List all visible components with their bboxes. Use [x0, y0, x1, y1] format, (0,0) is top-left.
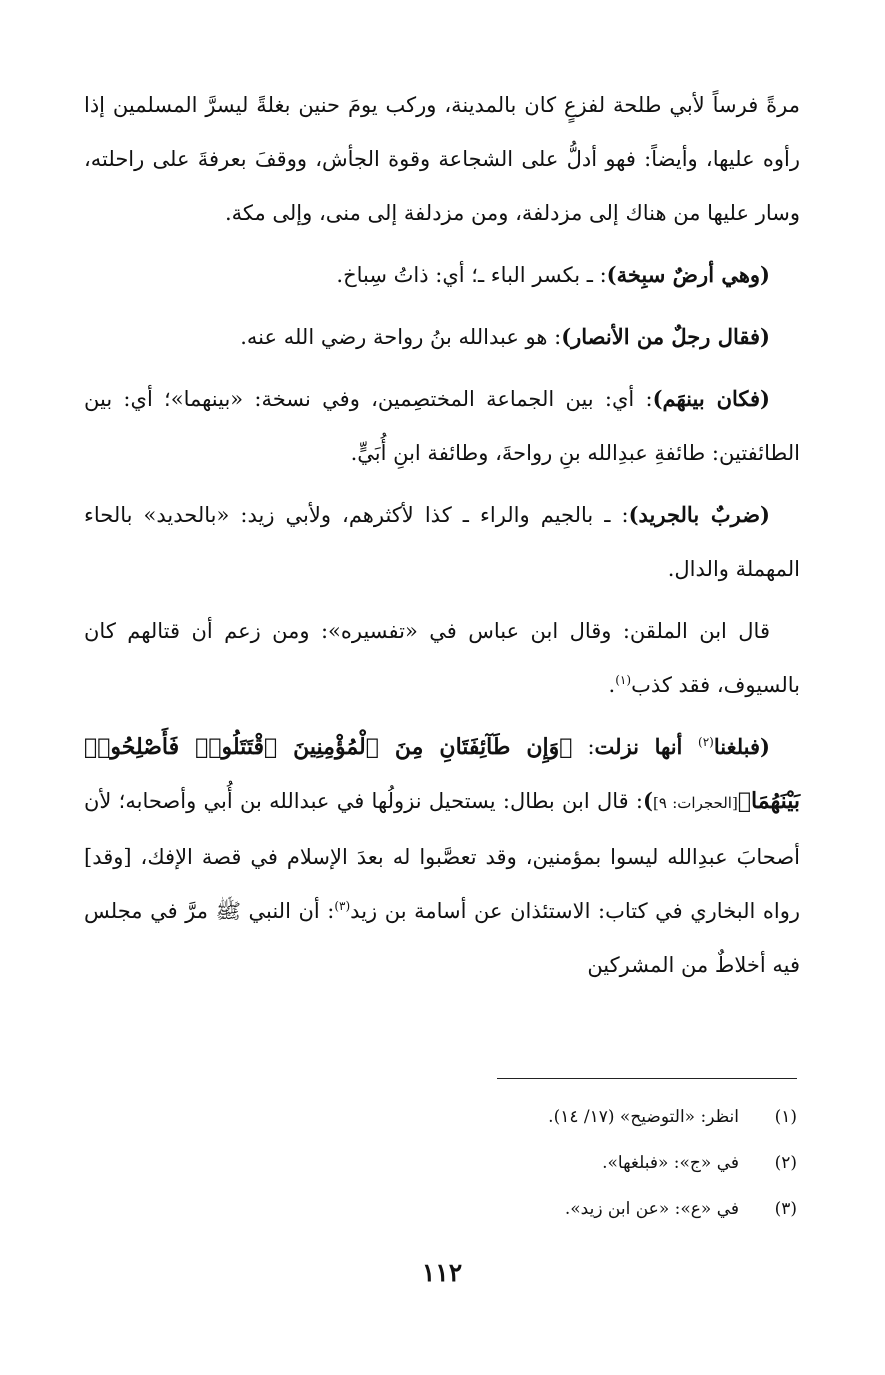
lemma-rajul-ansar: (فقال رجلٌ من الأنصار): [561, 324, 770, 349]
paragraph-3-text: : هو عبدالله بنُ رواحة رضي الله عنه.: [240, 325, 562, 349]
footnote-text: في «ع»: «عن ابن زيد».: [564, 1199, 739, 1219]
footnote-marker-3[interactable]: (٣): [334, 899, 351, 913]
footnote-marker-2[interactable]: (٢): [698, 735, 714, 749]
lemma-jarid: (ضربٌ بالجريد): [628, 502, 770, 527]
paragraph-3: [84, 310, 800, 364]
lemma-sabikha: (وهي أرضٌ سبِخة): [606, 262, 770, 287]
lemma-baynahum: (فكان بينهَم): [652, 386, 770, 411]
lemma-colon: :: [572, 735, 595, 759]
footnote-number: (١): [774, 1107, 797, 1127]
footnote-text: في «ج»: «فبلغها».: [602, 1153, 739, 1173]
footnote-2: [300, 1140, 797, 1186]
footnote-marker-1[interactable]: (١): [615, 673, 632, 687]
paragraph-4: [84, 372, 800, 480]
paragraph-2: [84, 248, 800, 302]
footnote-text: انظر: «التوضيح» (١٧/ ١٤).: [548, 1107, 739, 1127]
paragraph-2-text: : ـ بكسر الباء ـ؛ أي: ذاتُ سِباخ.: [336, 263, 607, 287]
paragraph-6: [84, 604, 800, 712]
footnote-1: [300, 1094, 797, 1140]
lemma-close-paren: ): [643, 788, 653, 813]
paragraph-1-text: مرةً فرساً لأبي طلحة لفزعٍ كان بالمدينة، وركب يومَ حنين بغلةً ليسرَّ المسلمين إذا رأوه عليها، وأيضاً: فهو أدلُّ على الشجاعة وقوة الجأش، ووقفَ بعرفةَ على راحلته، وسار عليها من هناك إلى مزدلفة، ومن مزدلفة إلى منى، وإلى مكة.: [84, 93, 800, 225]
lemma-fabalaghana: (فبلغنا: [713, 734, 770, 759]
footnote-number: (٣): [774, 1199, 797, 1219]
lemma-nazalat: أنها نزلت: [594, 734, 699, 759]
footnote-number: (٢): [774, 1153, 797, 1173]
paragraph-5: [84, 488, 800, 596]
verse-reference: [الحجرات: ٩]: [652, 794, 738, 812]
paragraph-4-text: : أي: بين الجماعة المختصِمين، وفي نسخة: «بينهما»؛ أي: بين الطائفتين: طائفةِ عبدِالله بنِ رواحةَ، وطائفة ابنِ أُبَيٍّ.: [84, 387, 800, 465]
paragraph-7-end: : أن النبي ﷺ مرَّ في مجلس فيه أخلاطٌ من المشركين: [84, 899, 800, 977]
paragraph-6-text: قال ابن الملقن: وقال ابن عباس في «تفسيره»: ومن زعم أن قتالهم كان بالسيوف، فقد كذب: [84, 619, 800, 697]
paragraph-7-text: : قال ابن بطال: يستحيل نزولُها في عبدالله بن أُبي وأصحابه؛ لأن أصحابَ عبدِالله ليسوا بمؤمنين، وقد تعصَّبوا له بعدَ الإسلام في قصة الإفك، [وقد] رواه البخاري في كتاب: الاستئذان عن أسامة بن زيد: [84, 789, 800, 923]
quran-verse: ﴿وَإِن طَآئِفَتَانِ مِنَ ٱلْمُؤْمِنِينَ ٱقْتَتَلُوا۟ فَأَصْلِحُوا۟ بَيْنَهُمَا﴾: [84, 734, 801, 814]
footnote-divider: [497, 1078, 797, 1079]
paragraph-7: [84, 720, 800, 992]
paragraph-5-text: : ـ بالجيم والراء ـ كذا لأكثرهم، ولأبي زيد: «بالحديد» بالحاء المهملة والدال.: [84, 503, 800, 581]
footnote-3: [300, 1186, 797, 1232]
main-text: [84, 78, 800, 992]
footnotes-section: [300, 1094, 797, 1232]
paragraph-1: [84, 78, 800, 240]
page-number: ١١٢: [421, 1258, 463, 1287]
paragraph-6-end: .: [608, 673, 616, 697]
